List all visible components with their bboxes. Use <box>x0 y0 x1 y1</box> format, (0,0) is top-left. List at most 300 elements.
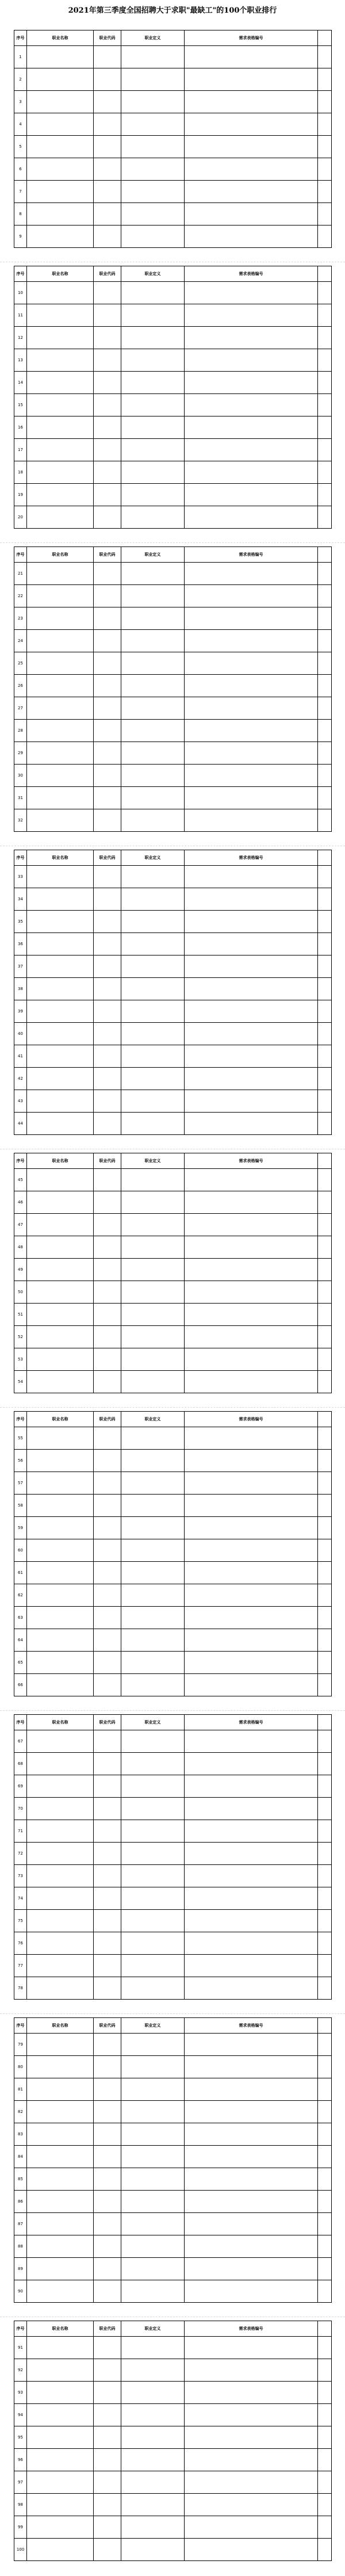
rank-cell <box>318 2359 332 2382</box>
row-number-cell: 32 <box>14 809 27 832</box>
regions-cell <box>185 866 318 888</box>
row-number-cell: 50 <box>14 1281 27 1304</box>
regions-cell <box>185 1472 318 1495</box>
job-code-cell <box>94 1450 121 1472</box>
job-code-cell <box>94 1495 121 1517</box>
row-number-cell: 59 <box>14 1517 27 1539</box>
job-name-cell <box>27 1584 94 1607</box>
job-table <box>14 1411 332 1696</box>
job-name-cell <box>27 1191 94 1214</box>
row-number-cell: 58 <box>14 1495 27 1517</box>
regions-cell <box>185 203 318 226</box>
table-row <box>14 1910 332 1932</box>
regions-cell <box>185 1495 318 1517</box>
table-row <box>14 2382 332 2404</box>
row-number-cell: 86 <box>14 2191 27 2213</box>
job-definition-cell <box>121 888 185 911</box>
job-code-cell <box>94 1427 121 1450</box>
regions-cell <box>185 1090 318 1113</box>
regions-cell <box>185 787 318 809</box>
row-number-cell: 9 <box>14 226 27 248</box>
job-code-cell <box>94 461 121 484</box>
table-row <box>14 911 332 933</box>
regions-cell <box>185 158 318 181</box>
job-name-cell <box>27 327 94 349</box>
job-definition-cell <box>121 1090 185 1113</box>
job-definition-cell <box>121 1865 185 1887</box>
job-definition-cell <box>121 1629 185 1652</box>
regions-cell <box>185 1068 318 1090</box>
job-code-cell <box>94 203 121 226</box>
regions-cell <box>185 2494 318 2516</box>
row-number-cell: 77 <box>14 1955 27 1977</box>
rank-cell <box>318 484 332 506</box>
column-header: 职业代码 <box>94 266 121 282</box>
row-number-cell: 67 <box>14 1730 27 1753</box>
row-number-cell: 34 <box>14 888 27 911</box>
row-number-cell: 99 <box>14 2516 27 2539</box>
row-number-cell: 98 <box>14 2494 27 2516</box>
regions-cell <box>185 2404 318 2426</box>
rank-cell <box>318 2382 332 2404</box>
rank-cell <box>318 2426 332 2449</box>
job-name-cell <box>27 2359 94 2382</box>
table-row <box>14 1000 332 1023</box>
job-code-cell <box>94 1348 121 1371</box>
job-definition-cell <box>121 1910 185 1932</box>
table-row <box>14 2539 332 2561</box>
column-header: 需求表格编号 <box>185 266 318 282</box>
row-number-cell: 25 <box>14 652 27 675</box>
job-code-cell <box>94 2359 121 2382</box>
job-code-cell <box>94 888 121 911</box>
row-number-cell: 4 <box>14 113 27 136</box>
rank-cell <box>318 652 332 675</box>
regions-cell <box>185 1753 318 1775</box>
rank-cell <box>318 1000 332 1023</box>
job-definition-cell <box>121 1045 185 1068</box>
job-definition-cell <box>121 2337 185 2359</box>
row-number-cell: 85 <box>14 2168 27 2191</box>
job-name-cell <box>27 607 94 630</box>
job-code-cell <box>94 2146 121 2168</box>
regions-cell <box>185 1304 318 1326</box>
table-row <box>14 2078 332 2101</box>
rank-cell <box>318 2471 332 2494</box>
job-name-cell <box>27 304 94 327</box>
job-definition-cell <box>121 439 185 461</box>
job-code-cell <box>94 1977 121 2000</box>
regions-cell <box>185 1371 318 1393</box>
column-header: 序号 <box>14 2018 27 2034</box>
job-code-cell <box>94 113 121 136</box>
job-code-cell <box>94 911 121 933</box>
rank-cell <box>318 2168 332 2191</box>
table-row <box>14 2404 332 2426</box>
table-header-row <box>14 2321 332 2337</box>
rank-cell <box>318 113 332 136</box>
rank-cell <box>318 630 332 652</box>
job-name-cell <box>27 1000 94 1023</box>
row-number-cell: 16 <box>14 416 27 439</box>
table-row <box>14 461 332 484</box>
row-number-cell: 70 <box>14 1798 27 1820</box>
row-number-cell: 83 <box>14 2123 27 2146</box>
job-definition-cell <box>121 2235 185 2258</box>
document-page <box>0 846 345 1149</box>
page-number <box>14 1397 331 1402</box>
page-number <box>14 251 331 257</box>
row-number-cell: 92 <box>14 2359 27 2382</box>
regions-cell <box>185 1775 318 1798</box>
column-header: 序号 <box>14 2321 27 2337</box>
rank-cell <box>318 1304 332 1326</box>
job-name-cell <box>27 1887 94 1910</box>
column-header: 需求表格编号 <box>185 2018 318 2034</box>
table-row <box>14 809 332 832</box>
job-definition-cell <box>121 2034 185 2056</box>
table-row <box>14 742 332 765</box>
job-code-cell <box>94 2258 121 2280</box>
regions-cell <box>185 1214 318 1236</box>
row-number-cell: 90 <box>14 2280 27 2303</box>
rank-cell <box>318 1932 332 1955</box>
regions-cell <box>185 978 318 1000</box>
job-definition-cell <box>121 742 185 765</box>
job-code-cell <box>94 1472 121 1495</box>
row-number-cell: 81 <box>14 2078 27 2101</box>
table-row <box>14 1090 332 1113</box>
rank-cell <box>318 1977 332 2000</box>
table-row <box>14 888 332 911</box>
job-name-cell <box>27 91 94 113</box>
job-definition-cell <box>121 809 185 832</box>
table-row <box>14 1798 332 1820</box>
job-name-cell <box>27 158 94 181</box>
rank-cell <box>318 1887 332 1910</box>
job-code-cell <box>94 652 121 675</box>
row-number-cell: 55 <box>14 1427 27 1450</box>
rank-cell <box>318 158 332 181</box>
table-row <box>14 697 332 720</box>
rank-cell <box>318 675 332 697</box>
regions-cell <box>185 956 318 978</box>
row-number-cell: 60 <box>14 1539 27 1562</box>
job-code-cell <box>94 1113 121 1135</box>
column-header <box>318 2321 332 2337</box>
job-definition-cell <box>121 1259 185 1281</box>
job-code-cell <box>94 91 121 113</box>
job-code-cell <box>94 978 121 1000</box>
rank-cell <box>318 607 332 630</box>
column-header: 职业名称 <box>27 1153 94 1169</box>
row-number-cell: 13 <box>14 349 27 372</box>
job-name-cell <box>27 372 94 394</box>
job-code-cell <box>94 2056 121 2078</box>
table-row <box>14 2280 332 2303</box>
column-header: 需求表格编号 <box>185 1412 318 1427</box>
job-name-cell <box>27 416 94 439</box>
rank-cell <box>318 1191 332 1214</box>
regions-cell <box>185 439 318 461</box>
rank-cell <box>318 911 332 933</box>
table-row <box>14 1865 332 1887</box>
job-code-cell <box>94 2449 121 2471</box>
job-definition-cell <box>121 866 185 888</box>
job-code-cell <box>94 1843 121 1865</box>
job-code-cell <box>94 720 121 742</box>
page-number <box>14 2564 331 2570</box>
rank-cell <box>318 1371 332 1393</box>
job-definition-cell <box>121 1652 185 1674</box>
regions-cell <box>185 282 318 304</box>
regions-cell <box>185 1236 318 1259</box>
table-row <box>14 1259 332 1281</box>
job-code-cell <box>94 1820 121 1843</box>
job-code-cell <box>94 1236 121 1259</box>
rank-cell <box>318 742 332 765</box>
column-header: 职业定义 <box>121 266 185 282</box>
rank-cell <box>318 2056 332 2078</box>
job-definition-cell <box>121 461 185 484</box>
regions-cell <box>185 68 318 91</box>
column-header: 职业名称 <box>27 1715 94 1730</box>
rank-cell <box>318 888 332 911</box>
row-number-cell: 31 <box>14 787 27 809</box>
job-code-cell <box>94 1090 121 1113</box>
regions-cell <box>185 1023 318 1045</box>
rank-cell <box>318 1865 332 1887</box>
rank-cell <box>318 1584 332 1607</box>
table-row <box>14 136 332 158</box>
row-number-cell: 51 <box>14 1304 27 1326</box>
regions-cell <box>185 1000 318 1023</box>
table-row <box>14 304 332 327</box>
job-code-cell <box>94 68 121 91</box>
column-header: 职业定义 <box>121 850 185 866</box>
table-row <box>14 349 332 372</box>
job-definition-cell <box>121 1214 185 1236</box>
job-name-cell <box>27 1820 94 1843</box>
job-name-cell <box>27 282 94 304</box>
job-name-cell <box>27 2034 94 2056</box>
rank-cell <box>318 956 332 978</box>
table-row <box>14 2235 332 2258</box>
rank-cell <box>318 1562 332 1584</box>
rank-cell <box>318 327 332 349</box>
job-name-cell <box>27 506 94 529</box>
table-row <box>14 1730 332 1753</box>
job-definition-cell <box>121 226 185 248</box>
job-code-cell <box>94 1045 121 1068</box>
job-name-cell <box>27 652 94 675</box>
regions-cell <box>185 506 318 529</box>
job-definition-cell <box>121 1068 185 1090</box>
job-code-cell <box>94 607 121 630</box>
job-definition-cell <box>121 1427 185 1450</box>
table-row <box>14 1304 332 1326</box>
rank-cell <box>318 1281 332 1304</box>
rank-cell <box>318 1214 332 1236</box>
job-code-cell <box>94 1191 121 1214</box>
job-definition-cell <box>121 2078 185 2101</box>
table-row <box>14 1843 332 1865</box>
job-definition-cell <box>121 2382 185 2404</box>
regions-cell <box>185 304 318 327</box>
column-header: 职业名称 <box>27 30 94 46</box>
row-number-cell: 38 <box>14 978 27 1000</box>
rank-cell <box>318 461 332 484</box>
job-name-cell <box>27 1775 94 1798</box>
row-number-cell: 42 <box>14 1068 27 1090</box>
column-header: 需求表格编号 <box>185 1153 318 1169</box>
job-name-cell <box>27 1214 94 1236</box>
job-table <box>14 1153 332 1393</box>
job-name-cell <box>27 720 94 742</box>
job-code-cell <box>94 787 121 809</box>
table-row <box>14 1539 332 1562</box>
job-code-cell <box>94 2235 121 2258</box>
row-number-cell: 5 <box>14 136 27 158</box>
rank-cell <box>318 2146 332 2168</box>
table-row <box>14 652 332 675</box>
table-row <box>14 1045 332 1068</box>
column-header: 序号 <box>14 1715 27 1730</box>
job-name-cell <box>27 1977 94 2000</box>
job-name-cell <box>27 2337 94 2359</box>
job-name-cell <box>27 1450 94 1472</box>
job-code-cell <box>94 1000 121 1023</box>
regions-cell <box>185 113 318 136</box>
job-name-cell <box>27 113 94 136</box>
job-definition-cell <box>121 2516 185 2539</box>
row-number-cell: 3 <box>14 91 27 113</box>
table-row <box>14 1629 332 1652</box>
regions-cell <box>185 2235 318 2258</box>
job-name-cell <box>27 888 94 911</box>
rank-cell <box>318 720 332 742</box>
row-number-cell: 61 <box>14 1562 27 1584</box>
job-name-cell <box>27 1304 94 1326</box>
regions-cell <box>185 46 318 68</box>
row-number-cell: 62 <box>14 1584 27 1607</box>
table-header-row <box>14 547 332 563</box>
job-name-cell <box>27 46 94 68</box>
job-table <box>14 2017 332 2303</box>
table-row <box>14 91 332 113</box>
row-number-cell: 49 <box>14 1259 27 1281</box>
job-name-cell <box>27 2494 94 2516</box>
job-name-cell <box>27 866 94 888</box>
table-row <box>14 978 332 1000</box>
rank-cell <box>318 1348 332 1371</box>
rank-cell <box>318 1495 332 1517</box>
table-row <box>14 506 332 529</box>
job-definition-cell <box>121 1775 185 1798</box>
job-code-cell <box>94 809 121 832</box>
job-code-cell <box>94 1214 121 1236</box>
job-name-cell <box>27 2078 94 2101</box>
job-name-cell <box>27 2404 94 2426</box>
row-number-cell: 46 <box>14 1191 27 1214</box>
job-definition-cell <box>121 1674 185 1696</box>
table-row <box>14 1674 332 1696</box>
job-name-cell <box>27 226 94 248</box>
regions-cell <box>185 1517 318 1539</box>
job-definition-cell <box>121 2280 185 2303</box>
table-row <box>14 1371 332 1393</box>
column-header: 序号 <box>14 1412 27 1427</box>
regions-cell <box>185 2146 318 2168</box>
table-row <box>14 2213 332 2235</box>
job-code-cell <box>94 46 121 68</box>
job-name-cell <box>27 2168 94 2191</box>
column-header: 职业代码 <box>94 2321 121 2337</box>
row-number-cell: 63 <box>14 1607 27 1629</box>
row-number-cell: 94 <box>14 2404 27 2426</box>
rank-cell <box>318 506 332 529</box>
job-definition-cell <box>121 484 185 506</box>
job-code-cell <box>94 304 121 327</box>
rank-cell <box>318 136 332 158</box>
row-number-cell: 80 <box>14 2056 27 2078</box>
row-number-cell: 30 <box>14 765 27 787</box>
job-name-cell <box>27 1865 94 1887</box>
job-definition-cell <box>121 1304 185 1326</box>
job-definition-cell <box>121 91 185 113</box>
regions-cell <box>185 563 318 585</box>
table-row <box>14 1517 332 1539</box>
job-definition-cell <box>121 630 185 652</box>
rank-cell <box>318 1427 332 1450</box>
job-code-cell <box>94 563 121 585</box>
job-name-cell <box>27 2426 94 2449</box>
table-row <box>14 1348 332 1371</box>
row-number-cell: 52 <box>14 1326 27 1348</box>
regions-cell <box>185 2359 318 2382</box>
regions-cell <box>185 2426 318 2449</box>
regions-cell <box>185 675 318 697</box>
job-name-cell <box>27 1730 94 1753</box>
job-definition-cell <box>121 1113 185 1135</box>
rank-cell <box>318 1820 332 1843</box>
rank-cell <box>318 2280 332 2303</box>
rank-cell <box>318 1539 332 1562</box>
rank-cell <box>318 282 332 304</box>
table-row <box>14 1562 332 1584</box>
rank-cell <box>318 2235 332 2258</box>
job-name-cell <box>27 787 94 809</box>
job-definition-cell <box>121 2213 185 2235</box>
job-definition-cell <box>121 372 185 394</box>
job-code-cell <box>94 1629 121 1652</box>
table-row <box>14 765 332 787</box>
regions-cell <box>185 2191 318 2213</box>
job-name-cell <box>27 181 94 203</box>
regions-cell <box>185 136 318 158</box>
regions-cell <box>185 1326 318 1348</box>
job-definition-cell <box>121 349 185 372</box>
table-row <box>14 181 332 203</box>
regions-cell <box>185 2382 318 2404</box>
table-row <box>14 203 332 226</box>
regions-cell <box>185 1843 318 1865</box>
job-definition-cell <box>121 765 185 787</box>
table-row <box>14 1326 332 1348</box>
table-row <box>14 1169 332 1191</box>
table-row <box>14 1932 332 1955</box>
job-definition-cell <box>121 2426 185 2449</box>
